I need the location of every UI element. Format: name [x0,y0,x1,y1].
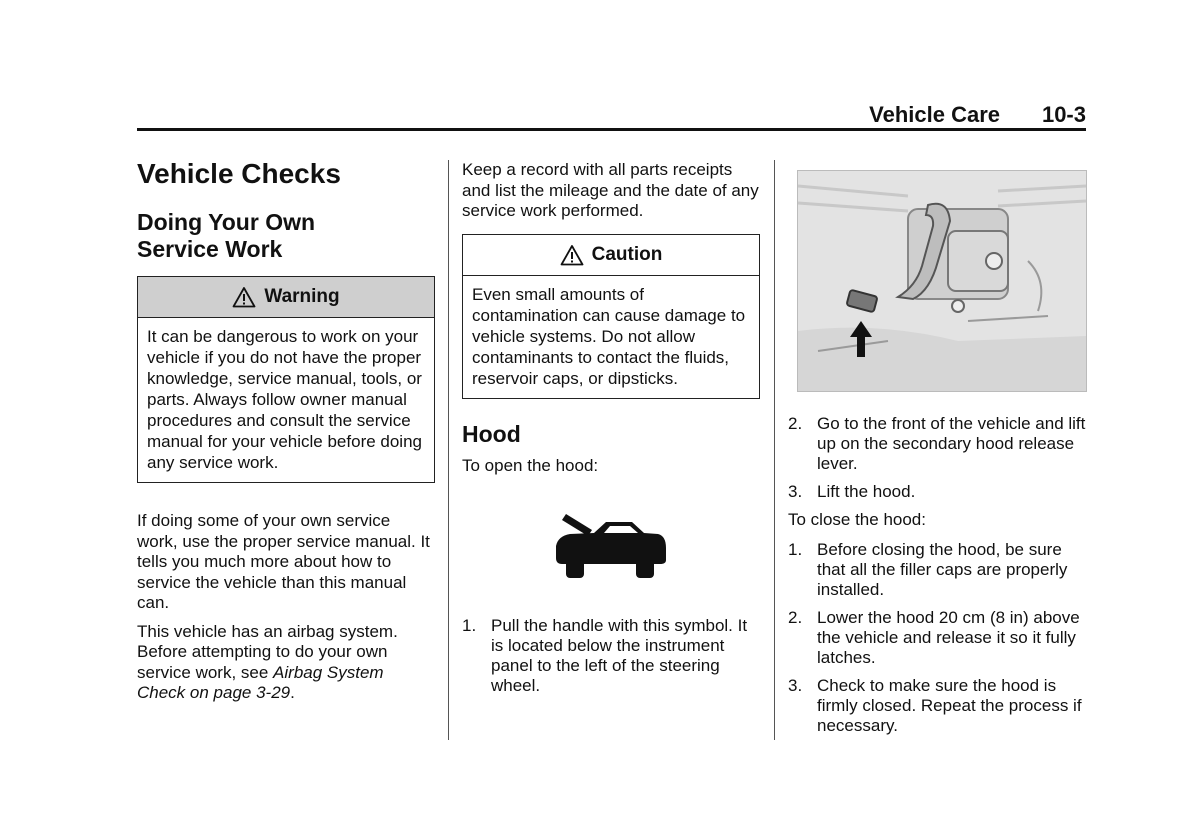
subsection-title [137,209,435,263]
step-text: Lift the hood. [817,482,916,501]
step-number: 2. [788,607,803,627]
step-text: Before closing the hood, be sure that all the filler caps are properly installed. [817,539,1068,599]
step-text: Pull the handle with this symbol. It is located below the instrument panel to the left of the steering wheel. [491,616,748,695]
list-item [788,608,1086,668]
caution-text: Even small amounts of contamination can cause damage to vehicle systems. Do not allow contaminants to contact the fluids, reservoir caps, or dipsticks. [472,284,746,388]
step-text: Check to make sure the hood is firmly closed. Repeat the process if necessary. [817,675,1082,735]
warning-text: It can be dangerous to work on your vehicle if you do not have the proper knowledge, service manual, tools, or parts. Always follow owner manual procedures and consult the service manual for your vehicle before doing any service work. [147,327,422,472]
subsection-title-line2: Service Work [137,236,283,262]
page-header [137,100,1086,130]
warning-triangle-icon [560,244,584,266]
list-item [788,482,1086,502]
list-item [788,540,1086,600]
warning-header [138,277,434,318]
paragraph-text: This vehicle has an airbag system. Before attempting to do your own service work, see [137,621,398,682]
caution-header [463,235,759,276]
list-item [788,676,1086,736]
step-number: 3. [788,482,803,501]
warning-box [137,276,435,483]
list-item [462,616,760,696]
caution-label: Caution [591,243,663,265]
warning-label: Warning [264,286,340,307]
close-hood-steps [788,540,1086,736]
column-1 [137,150,435,704]
step-number: 1. [462,616,477,635]
paragraph: To close the hood: [788,510,926,529]
paragraph: Keep a record with all parts receipts and list the mileage and the date of any service work performed. [462,160,759,220]
warning-triangle-icon [232,286,256,308]
step-number: 2. [788,414,803,433]
hood-release-lever-photo [797,170,1087,392]
paragraph [137,622,435,704]
paragraph: If doing some of your own service work, use the proper service manual. It tells you much more about how to service the vehicle than this manual can. [137,511,430,612]
open-hood-steps-continued [788,414,1086,502]
column-2 [462,150,760,704]
paragraph: To open the hood: [462,455,599,475]
step-number: 3. [788,675,803,695]
caution-box [462,234,760,399]
paragraph-end: . [290,683,295,702]
hood-open-icon [552,506,670,584]
step-number: 1. [788,539,803,559]
subsection-title-line1: Doing Your Own [137,209,316,235]
page-title: Vehicle Checks [137,158,341,189]
cross-reference-link[interactable]: Airbag System Check on page 3-29 [137,662,384,702]
open-hood-steps [462,616,760,696]
step-text: Lower the hood 20 cm (8 in) above the vehicle and release it so it fully latches. [817,607,1080,667]
step-text: Go to the front of the vehicle and lift up on the secondary hood release lever. [817,414,1086,473]
column-divider [774,160,775,740]
section-title: Vehicle Care [869,102,1000,127]
hood-section-title: Hood [462,420,521,447]
header-rule [137,128,1086,131]
page-number: 10-3 [1041,102,1086,127]
column-divider [448,160,449,740]
list-item [788,414,1086,474]
column-3 [788,150,1086,744]
